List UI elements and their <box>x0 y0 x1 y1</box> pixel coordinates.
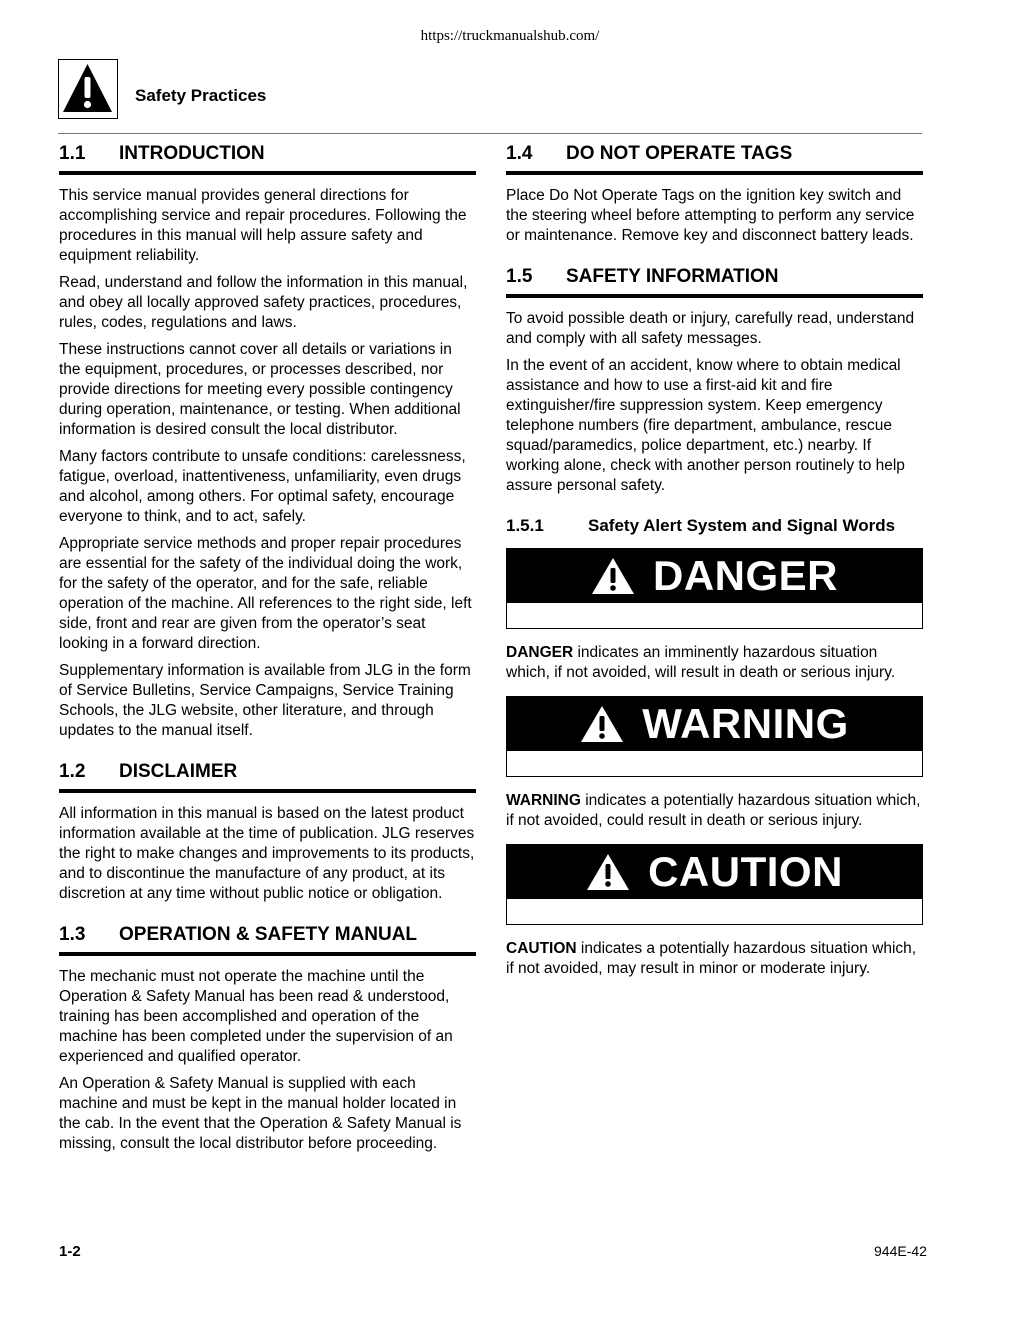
section-heading-safety-information <box>506 266 923 298</box>
signal-blank-area <box>507 751 922 776</box>
signal-description-text: indicates an imminently hazardous situation which, if not avoided, will result in death or serious injury. <box>506 644 896 681</box>
danger-banner <box>507 549 922 603</box>
subsection-number: 1.5.1 <box>506 516 544 535</box>
safety-alert-icon <box>58 59 118 119</box>
alert-triangle-icon <box>591 557 635 595</box>
paragraph: Many factors contribute to unsafe conditions: carelessness, fatigue, overload, inattentiveness, unfamiliarity, even drugs and alcohol, among others. For optimal safety, encourage everyone to think, and to act, safely. <box>59 448 466 525</box>
danger-word: DANGER <box>652 552 838 599</box>
paragraph: Supplementary information is available from JLG in the form of Service Bulletins, Service Campaigns, Service Training Schools, the JLG website, other literature, and through updates to the manual itself. <box>59 662 471 739</box>
signal-word-lead: CAUTION <box>506 940 577 957</box>
paragraph: The mechanic must not operate the machine until the Operation & Safety Manual has been read & understood, training has been accomplished and operation of the machine has been completed under the supervision of an experienced and qualified operator. <box>59 968 453 1065</box>
warning-description <box>506 791 923 831</box>
paragraph: Appropriate service methods and proper repair procedures are essential for the safety of the individual doing the work, for the safety of the operator, and for the safe, reliable operation of the machine. All references to the right side, left side, front and rear are given from the operator’s seat looking in a forward direction. <box>59 535 472 652</box>
warning-signal-panel <box>506 696 923 777</box>
section-heading-do-not-operate-tags <box>506 143 923 175</box>
warning-banner <box>507 697 922 751</box>
caution-signal-panel <box>506 844 923 925</box>
subsection-heading-signal-words <box>506 516 923 536</box>
header-divider <box>58 133 922 134</box>
paragraph: This service manual provides general directions for accomplishing service and repair procedures. Following the procedures in this manual will help assure safety and equipment reliability. <box>59 187 467 264</box>
section-title: SAFETY INFORMATION <box>566 266 779 287</box>
section-number: 1.3 <box>59 924 86 945</box>
paragraph: Place Do Not Operate Tags on the ignition key switch and the steering wheel before attempting to perform any service or maintenance. Remove key and disconnect battery leads. <box>506 187 915 244</box>
section-heading-introduction <box>59 143 476 175</box>
section-title: OPERATION & SAFETY MANUAL <box>119 924 418 945</box>
section-title: INTRODUCTION <box>119 143 265 164</box>
page-number: 1-2 <box>59 1243 81 1260</box>
danger-description <box>506 643 923 683</box>
paragraph: In the event of an accident, know where to obtain medical assistance and how to use a first-aid kit and fire extinguisher/fire suppression system. Keep emergency telephone numbers (fire department, ambulance, rescue squad/paramedics, police department, etc.) nearby. If working alone, check with another person routinely to help assure personal safety. <box>506 357 905 494</box>
section-number: 1.5 <box>506 266 533 287</box>
alert-triangle-icon <box>580 705 624 743</box>
signal-description-text: indicates a potentially hazardous situation which, if not avoided, may result in minor or moderate injury. <box>506 940 917 977</box>
left-column <box>59 143 476 1161</box>
signal-blank-area <box>507 899 922 924</box>
paragraph: All information in this manual is based on the latest product information available at the time of publication. JLG reserves the right to make changes and improvements to its products, and to discontinue the manufacture of any product, at its discretion at any time without public notice or obligation. <box>59 805 475 902</box>
section-heading-disclaimer <box>59 761 476 793</box>
signal-description-text: indicates a potentially hazardous situation which, if not avoided, could result in death or serious injury. <box>506 792 921 829</box>
section-number: 1.2 <box>59 761 86 782</box>
caution-word: CAUTION <box>648 848 843 895</box>
section-title: DISCLAIMER <box>119 761 238 782</box>
caution-banner <box>507 845 922 899</box>
right-column <box>506 143 923 986</box>
paragraph: An Operation & Safety Manual is supplied with each machine and must be kept in the manual holder located in the cab. In the event that the Operation & Safety Manual is missing, consult the local distributor before proceeding. <box>59 1075 462 1152</box>
source-url: https://truckmanualshub.com/ <box>420 28 600 44</box>
section-title: DO NOT OPERATE TAGS <box>566 143 793 164</box>
danger-signal-panel <box>506 548 923 629</box>
caution-description <box>506 939 923 979</box>
page-header-title: Safety Practices <box>135 86 267 105</box>
document-number: 944E-42 <box>874 1243 927 1259</box>
signal-word-lead: DANGER <box>506 644 574 661</box>
section-heading-operation-safety-manual <box>59 924 476 956</box>
signal-word-lead: WARNING <box>506 792 581 809</box>
section-number: 1.1 <box>59 143 86 164</box>
signal-blank-area <box>507 603 922 628</box>
alert-triangle-icon <box>586 853 630 891</box>
paragraph: To avoid possible death or injury, carefully read, understand and comply with all safety messages. <box>506 310 915 347</box>
subsection-title: Safety Alert System and Signal Words <box>588 516 896 535</box>
paragraph: Read, understand and follow the information in this manual, and obey all locally approved safety practices, procedures, rules, codes, regulations and laws. <box>59 274 468 331</box>
paragraph: These instructions cannot cover all details or variations in the equipment, procedures, or processes described, nor provide directions for meeting every possible contingency during operation, maintenance, or testing. When additional information is desired consult the local distributor. <box>59 341 461 438</box>
section-number: 1.4 <box>506 143 533 164</box>
warning-word: WARNING <box>642 700 849 747</box>
